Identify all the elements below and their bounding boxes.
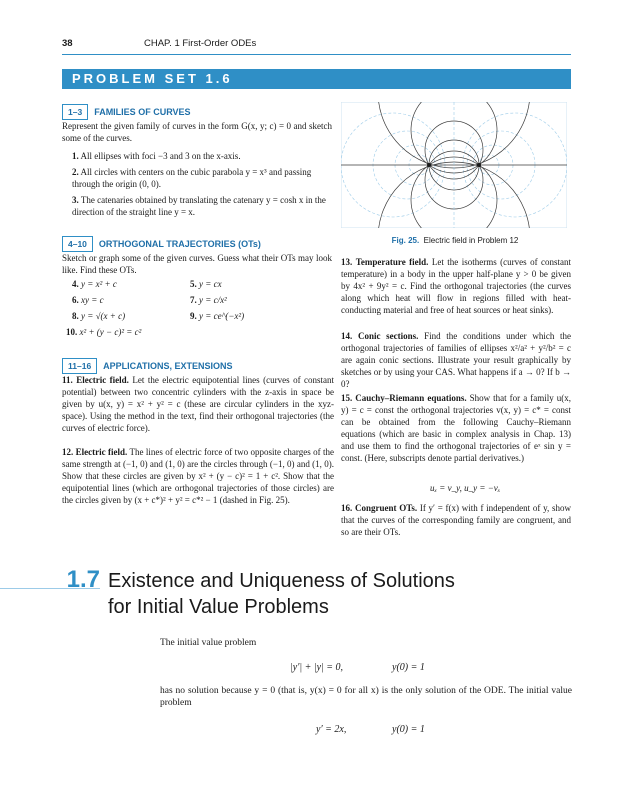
section-title-line2: for Initial Value Problems [108,596,329,618]
electric-field-figure [341,102,567,228]
section-title-line1: Existence and Uniqueness of Solutions [108,570,455,592]
orthogonal-section [62,234,332,252]
equation-1a: |y′| + |y| = 0, [290,662,344,673]
charge-left [427,163,431,167]
charge-right [477,163,481,167]
orthogonal-intro: Sketch or graph some of the given curves. Guess what their OTs may look like. Find these OTs. [62,253,332,275]
problem-6: 6. xy = c [72,295,104,305]
problem-set-title: PROBLEM SET 1.6 [72,71,233,86]
applications-title: APPLICATIONS, EXTENSIONS [103,361,233,371]
section-text-2: has no solution because y = 0 (that is, y(x) = 0 for all x) is the only solution of the ODE. The initial value problem [160,686,572,708]
problem-7: 7. y = c/x² [190,295,227,305]
problem-3: 3. The catenaries obtained by translating the catenary y = cosh x in the direction of the straight line y = x. [72,195,326,217]
page-number: 38 [62,38,73,49]
equation-1b: y(0) = 1 [392,662,425,673]
orthogonal-range: 4–10 [62,236,93,252]
figure-caption [342,236,568,245]
problem-13: 13. Temperature field. Let the isotherms (curves of constant temperature) in a body in the upper half-plane y > 0 be given by 4x² + 9y² = c. Find the orthogonal trajectories (the curves along which heat will flow in regions filled with heat-conducting material and free of heat sources or heat sinks). [341,257,572,315]
section-heading [0,564,520,634]
header-rule [62,54,571,55]
section-number: 1.7 [66,566,100,593]
problem-14: 14. Conic sections. Find the conditions under which the orthogonal trajectories of families of ellipses x²/a² + y²/b² = c are again conic sections. Illustrate your result graphically by sketches or by using your CAS. What happens if a → 0? If b → 0? [341,331,572,389]
equation-2a: y′ = 2x, [316,724,347,735]
problem-16: 16. Congruent OTs. If y′ = f(x) with f independent of y, show that the curves of the corresponding family are congruent, and so are their OTs. [341,503,571,537]
cauchy-riemann-equations: uₓ = v_y, u_y = −vₓ [430,483,501,493]
applications-section [62,356,332,374]
section-title [108,568,455,620]
orthogonal-title: ORTHOGONAL TRAJECTORIES (OTs) [98,239,261,249]
problem-12: 12. Electric field. The lines of electric force of two opposite charges of the same strength at (−1, 0) and (1, 0) are the circles through (−1, 0) and (1, 0). Show that these circles are given by x² + (y − c)² = 1 + c². Show that the equipotential lines (which are orthogonal trajectories of those circles) are the circles given by (x + c*)² + y² = c*² − 1 (dashed in Fig. 25). [62,447,334,505]
equation-2b: y(0) = 1 [392,724,425,735]
chapter-title: CHAP. 1 First-Order ODEs [144,38,257,49]
figure-caption-text: Electric field in Problem 12 [423,236,519,245]
problem-2: 2. All circles with centers on the cubic parabola y = x³ and passing through the origin (0, 0). [72,167,312,189]
problem-4: 4. y = x² + c [72,279,117,289]
problem-9: 9. y = ce^(−x²) [190,311,245,321]
families-intro: Represent the given family of curves in the form G(x, y; c) = 0 and sketch some of the curves. [62,121,332,143]
figure-label: Fig. 25. [391,236,420,245]
families-title: FAMILIES OF CURVES [94,107,191,117]
section-text-1: The initial value problem [160,638,257,648]
problem-1: 1. All ellipses with foci −3 and 3 on the x-axis. [72,151,241,161]
families-range: 1–3 [62,104,88,120]
applications-range: 11–16 [62,358,97,374]
families-section [62,102,332,120]
problem-10: 10. x² + (y − c)² = c² [66,327,142,337]
problem-15: 15. Cauchy–Riemann equations. Show that for a family u(x, y) = c = const the orthogonal trajectories v(x, y) = c* = const can be obtained from the following Cauchy–Riemann equations (which are basic in complex analysis in Chap. 13) and use them to find the orthogonal trajectories of eˣ sin y = const. (Here, subscripts denote partial derivatives.) [341,393,572,463]
problem-8: 8. y = √(x + c) [72,311,126,321]
problem-5: 5. y = cx [190,279,222,289]
running-head [62,38,257,49]
problem-set-banner [62,69,571,89]
problem-11: 11. Electric field. Let the electric equipotential lines (curves of constant potential) between two concentric cylinders with the z-axis in space be given by u(x, y) = x² + y² = c (these are circular cylinders in the xyz-space). Using the method in the text, find their orthogonal trajectories (the curves of electric force). [62,375,335,433]
